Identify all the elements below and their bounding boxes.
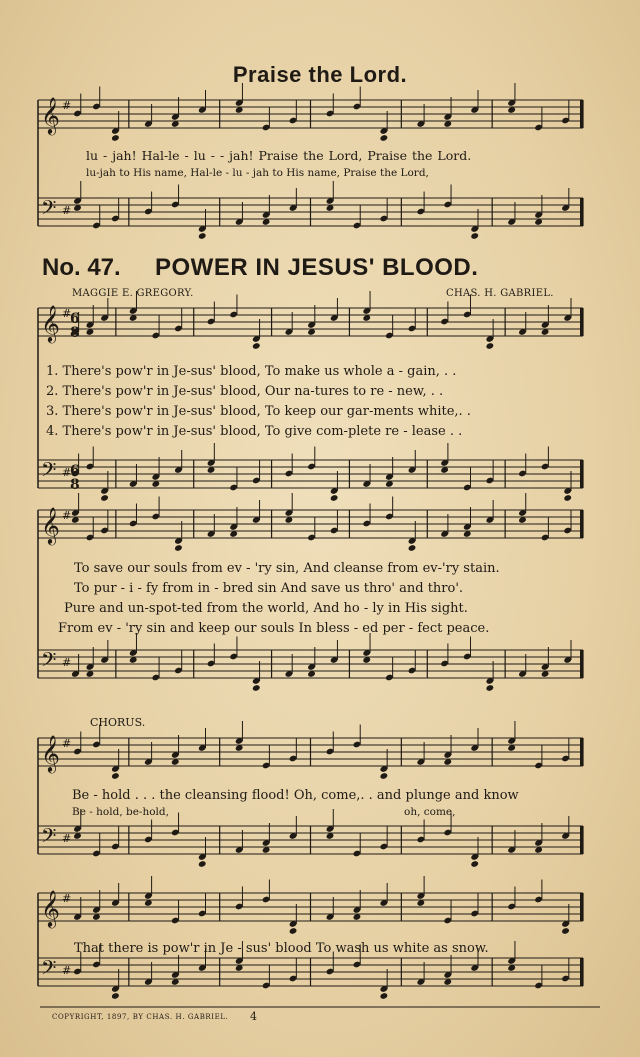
hymn-number: No. 47. xyxy=(42,254,121,281)
end-bar xyxy=(580,958,583,986)
note-head xyxy=(486,684,495,692)
chorus-line-1: Be - hold . . . the cleansing flood! Oh, come,. . and plunge and know xyxy=(72,788,519,803)
chorus-line-1-bass: Be - hold, be-hold, xyxy=(72,806,169,818)
note-head xyxy=(252,342,261,350)
sharp-icon: # xyxy=(62,964,72,977)
end-bar xyxy=(580,650,583,678)
sharp-icon: # xyxy=(62,99,72,112)
note-head xyxy=(486,342,495,350)
verse-3-line-1: 3. There's pow'r in Je-sus' blood, To keep our gar-ments white,. . xyxy=(46,404,471,419)
previous-lyric-line-2: lu-jah to His name, Hal-le - lu - jah to His name, Praise the Lord, xyxy=(86,167,429,179)
end-bar xyxy=(580,510,583,538)
bass-clef-icon: 𝄢 xyxy=(41,458,57,486)
time-signature-treble: 8 xyxy=(70,325,80,341)
note-head xyxy=(380,992,389,1000)
note-head xyxy=(252,684,261,692)
bass-clef-icon: 𝄢 xyxy=(41,196,57,224)
note-head xyxy=(111,992,120,1000)
time-signature-bass: 6 xyxy=(70,463,80,479)
sharp-icon: # xyxy=(62,307,72,320)
verse-1-line-2: To save our souls from ev - 'ry sin, And cleanse from ev-'ry stain. xyxy=(74,561,500,576)
treble-clef-icon: 𝄞 xyxy=(41,96,60,134)
time-signature-treble: 6 xyxy=(70,311,80,327)
lyricist-credit: MAGGIE E. GREGORY. xyxy=(72,288,194,299)
sharp-icon: # xyxy=(62,466,72,479)
note-head xyxy=(330,494,339,502)
note-head xyxy=(111,772,120,780)
bass-clef-icon: 𝄢 xyxy=(41,648,57,676)
previous-lyric-line-1: lu - jah! Hal-le - lu - - jah! Praise the Lord, Praise the Lord. xyxy=(86,148,472,163)
sharp-icon: # xyxy=(62,509,72,522)
chorus-line-1-bass-2: oh, come, xyxy=(404,806,456,818)
end-bar xyxy=(580,893,583,921)
note-head xyxy=(289,927,298,935)
bass-clef-icon: 𝄢 xyxy=(41,956,57,984)
verse-4-line-1: 4. There's pow'r in Je-sus' blood, To give com-plete re - lease . . xyxy=(46,424,463,439)
bass-clef-icon: 𝄢 xyxy=(41,824,57,852)
sharp-icon: # xyxy=(62,656,72,669)
sharp-icon: # xyxy=(62,832,72,845)
note-head xyxy=(100,494,109,502)
note-head xyxy=(380,134,389,142)
chorus-label: CHORUS. xyxy=(90,716,146,729)
verse-2-line-1: 2. There's pow'r in Je-sus' blood, Our na-tures to re - new, . . xyxy=(46,384,444,399)
end-bar xyxy=(580,738,583,766)
note-head xyxy=(380,772,389,780)
page-number: 4 xyxy=(250,1010,257,1023)
verse-3-line-2: Pure and un-spot-ted from the world, And ho - ly in His sight. xyxy=(64,601,468,616)
copyright-notice: COPYRIGHT, 1897, BY CHAS. H. GABRIEL. xyxy=(52,1013,229,1021)
verse-1-line-1: 1. There's pow'r in Je-sus' blood, To make us whole a - gain, . . xyxy=(46,364,457,379)
sharp-icon: # xyxy=(62,892,72,905)
note-head xyxy=(111,134,120,142)
chorus-line-2: That there is pow'r in Je - sus' blood To wash us white as snow. xyxy=(74,941,489,956)
treble-clef-icon: 𝄞 xyxy=(41,889,60,927)
note-head xyxy=(470,232,479,240)
treble-clef-icon: 𝄞 xyxy=(41,734,60,772)
end-bar xyxy=(580,826,583,854)
note-head xyxy=(563,494,572,502)
verse-2-line-2: To pur - i - fy from in - bred sin And save us thro' and thro'. xyxy=(74,581,464,596)
treble-clef-icon: 𝄞 xyxy=(41,304,60,342)
sharp-icon: # xyxy=(62,737,72,750)
note-head xyxy=(198,232,207,240)
composer-credit: CHAS. H. GABRIEL. xyxy=(446,288,554,299)
verse-4-line-2: From ev - 'ry sin and keep our souls In bless - ed per - fect peace. xyxy=(58,621,490,636)
time-signature-bass: 8 xyxy=(70,477,80,493)
note-head xyxy=(174,544,183,552)
note-head xyxy=(470,860,479,868)
previous-hymn-title: Praise the Lord. xyxy=(232,62,408,87)
note-head xyxy=(561,927,570,935)
sharp-icon: # xyxy=(62,204,72,217)
treble-clef-icon: 𝄞 xyxy=(41,506,60,544)
end-bar xyxy=(580,100,583,128)
note-head xyxy=(198,860,207,868)
end-bar xyxy=(580,308,583,336)
end-bar xyxy=(580,460,583,488)
end-bar xyxy=(580,198,583,226)
hymn-title: POWER IN JESUS' BLOOD. xyxy=(155,254,479,281)
note-head xyxy=(408,544,417,552)
